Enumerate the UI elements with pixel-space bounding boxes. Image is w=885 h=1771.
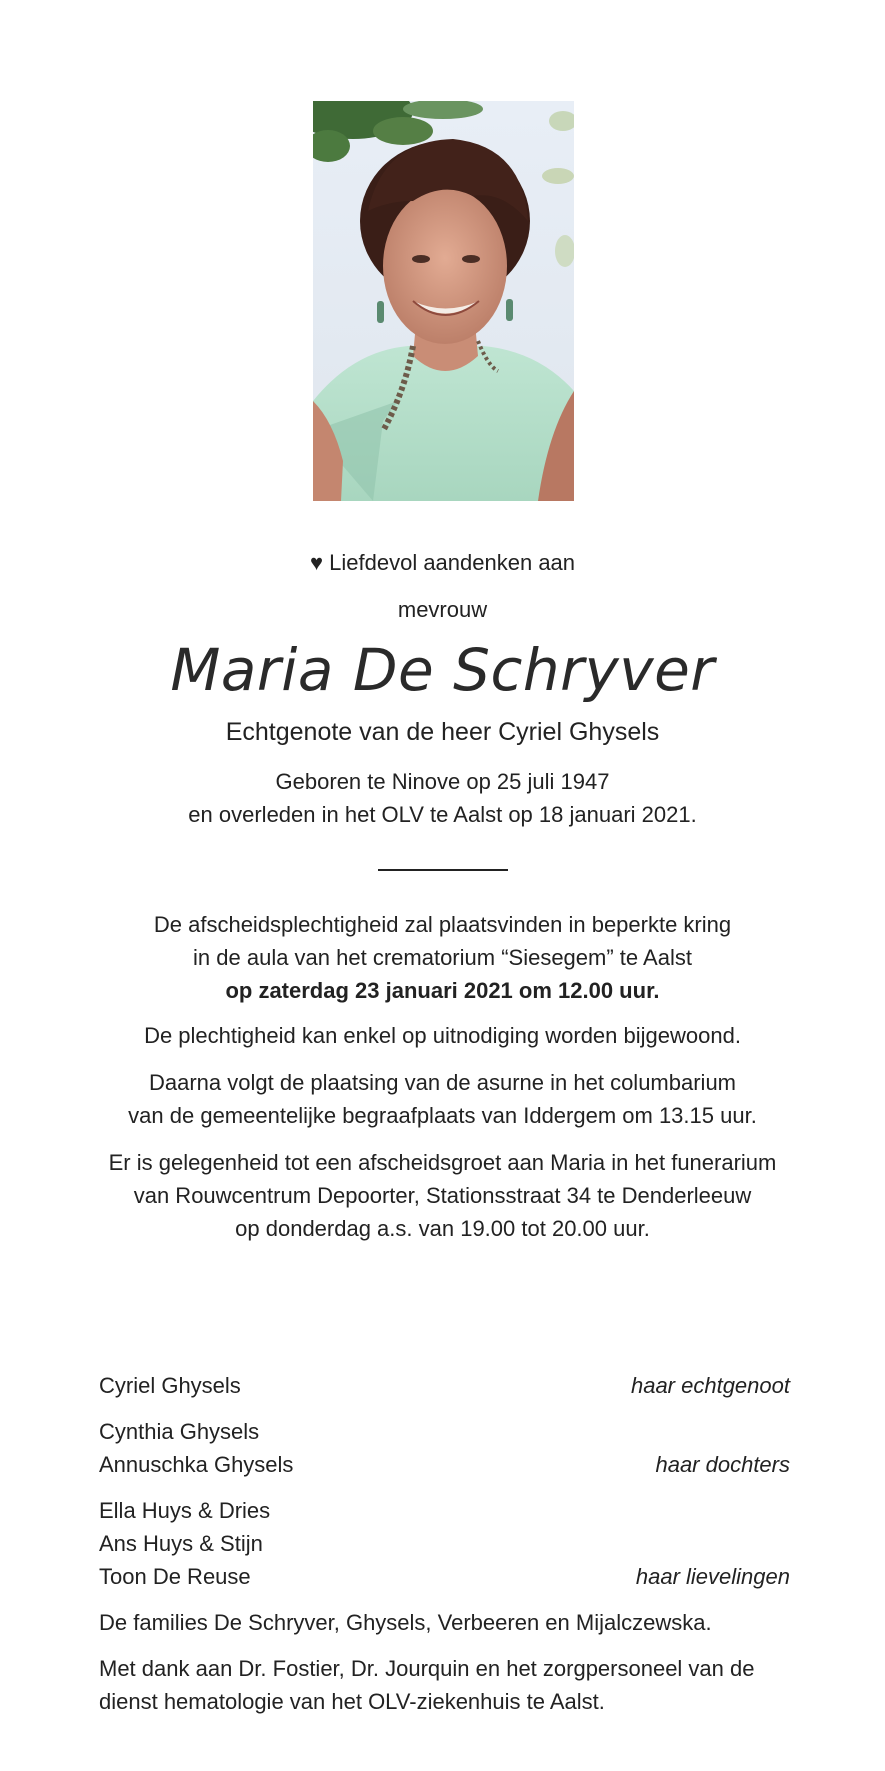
death-line: en overleden in het OLV te Aalst op 18 januari 2021. xyxy=(188,802,697,827)
list-item xyxy=(99,1527,790,1560)
mourners-daughters xyxy=(99,1415,790,1481)
mourner-name: Ans Huys & Stijn xyxy=(99,1531,263,1556)
ceremony-date: op zaterdag 23 januari 2021 om 12.00 uur. xyxy=(225,978,660,1003)
invitation-line: De plechtigheid kan enkel op uitnodiging worden bijgewoond. xyxy=(144,1023,741,1048)
portrait-photo xyxy=(313,101,574,501)
columbarium-block xyxy=(0,1066,885,1132)
invitation-note xyxy=(0,1019,885,1052)
mourner-name: Ella Huys & Dries xyxy=(99,1498,271,1523)
columbarium-line-2: van de gemeentelijke begraafplaats van Iddergem om 13.15 uur. xyxy=(128,1103,757,1128)
honorific: mevrouw xyxy=(397,597,488,622)
remembrance-intro: ♥ Liefdevol aandenken aan xyxy=(309,550,576,575)
mourner-name: Toon De Reuse xyxy=(99,1564,251,1589)
relation-label: haar echtgenoot xyxy=(630,1373,790,1398)
families-line: De families De Schryver, Ghysels, Verbeeren en Mijalczewska. xyxy=(99,1610,712,1635)
thanks-block xyxy=(99,1652,799,1718)
list-item xyxy=(99,1448,790,1481)
relation-label: haar dochters xyxy=(655,1452,790,1477)
mourner-name: Annuschka Ghysels xyxy=(99,1452,294,1477)
ceremony-line-1: De afscheidsplechtigheid zal plaatsvinden in beperkte kring xyxy=(153,912,732,937)
life-dates xyxy=(0,765,885,831)
mourner-name: Cyriel Ghysels xyxy=(99,1373,241,1398)
farewell-line-2: van Rouwcentrum Depoorter, Stationsstraat 34 te Denderleeuw xyxy=(133,1183,752,1208)
farewell-block xyxy=(0,1146,885,1245)
ceremony-line-2: in de aula van het crematorium “Siesegem” te Aalst xyxy=(193,945,692,970)
thanks-line-2: dienst hematologie van het OLV-ziekenhuis te Aalst. xyxy=(99,1689,605,1714)
farewell-line-1: Er is gelegenheid tot een afscheidsgroet aan Maria in het funerarium xyxy=(108,1150,777,1175)
columbarium-line-1: Daarna volgt de plaatsing van de asurne in het columbarium xyxy=(148,1070,737,1095)
farewell-line-3: op donderdag a.s. van 19.00 tot 20.00 uur. xyxy=(235,1216,650,1241)
birth-line: Geboren te Ninove op 25 juli 1947 xyxy=(275,769,610,794)
thanks-line-1: Met dank aan Dr. Fostier, Dr. Jourquin en het zorgpersoneel van de xyxy=(99,1656,755,1681)
list-item xyxy=(99,1369,790,1402)
ceremony-block xyxy=(0,908,885,1007)
list-item xyxy=(99,1415,790,1448)
mourner-name: Cynthia Ghysels xyxy=(99,1419,260,1444)
spouse-line: Echtgenote van de heer Cyriel Ghysels xyxy=(225,718,660,746)
mourners-spouse xyxy=(99,1369,790,1402)
list-item xyxy=(99,1494,790,1527)
deceased-name: Maria De Schryver xyxy=(170,636,715,704)
mourners-darlings xyxy=(99,1494,790,1593)
divider xyxy=(378,869,508,871)
relation-label: haar lievelingen xyxy=(635,1564,790,1589)
list-item xyxy=(99,1560,790,1593)
